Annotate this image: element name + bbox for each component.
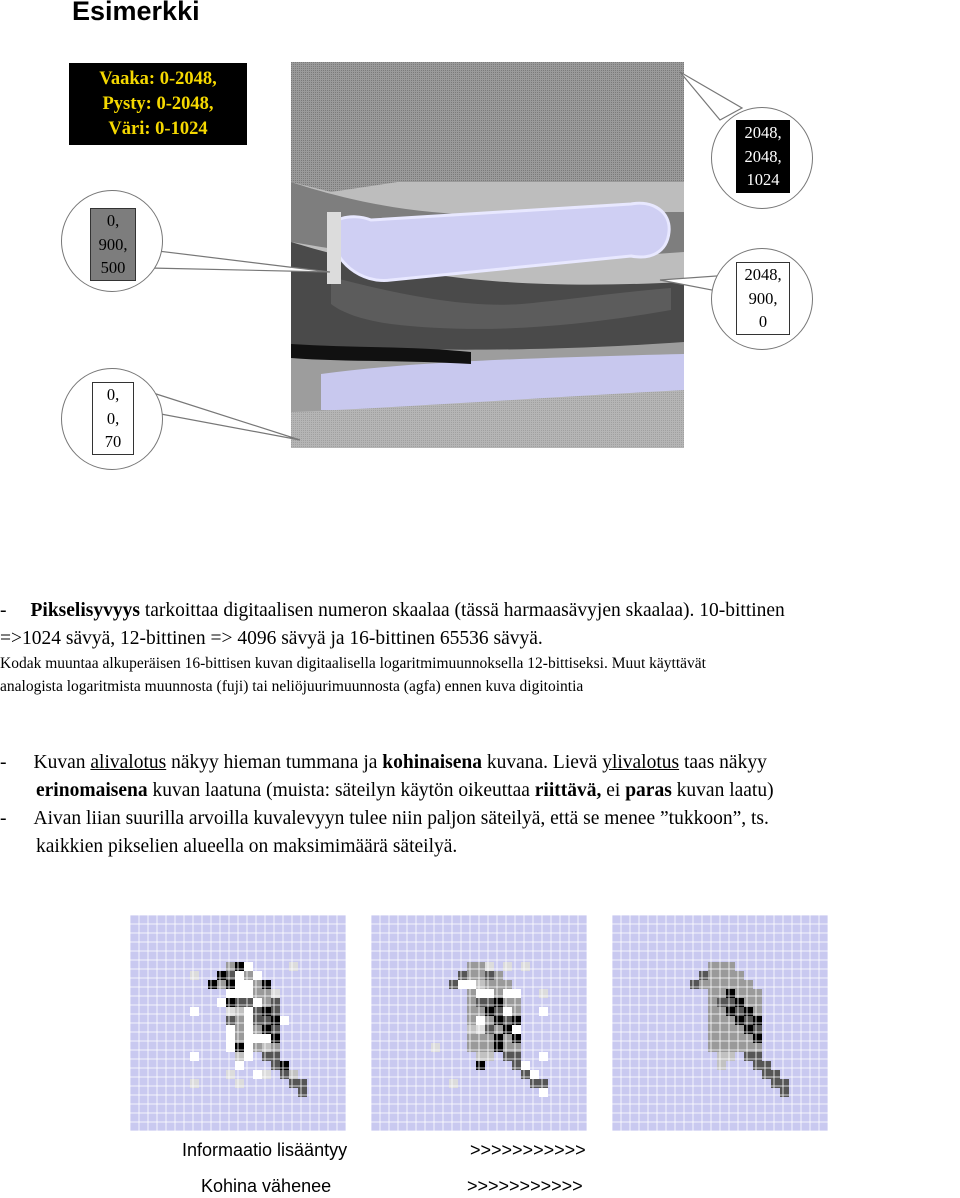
pixel-cell bbox=[726, 1052, 735, 1061]
term-underexposure: alivalotus bbox=[90, 752, 167, 773]
callout-left-bottom-values bbox=[92, 382, 134, 455]
pixel-cell bbox=[512, 1007, 521, 1016]
callout-value: 900, bbox=[98, 234, 128, 254]
pixel-cell bbox=[244, 1016, 253, 1025]
pixel-cell bbox=[226, 998, 235, 1007]
pixel-cell bbox=[717, 1034, 726, 1043]
pixel-cell bbox=[521, 1070, 530, 1079]
pixel-cell bbox=[485, 1007, 494, 1016]
noise-cell bbox=[262, 1070, 271, 1079]
pixel-cell bbox=[485, 1025, 494, 1034]
pixel-cell bbox=[708, 962, 717, 971]
pixel-cell bbox=[744, 1034, 753, 1043]
pixel-cell bbox=[476, 1061, 485, 1070]
callout-left-top-values bbox=[90, 208, 136, 281]
pixel-cell bbox=[735, 1034, 744, 1043]
pixel-cell bbox=[708, 980, 717, 989]
xray-image bbox=[291, 62, 684, 448]
callout-value: 1024 bbox=[746, 170, 780, 189]
pixel-cell bbox=[271, 998, 280, 1007]
pixel-cell bbox=[744, 1007, 753, 1016]
pixel-cell bbox=[735, 989, 744, 998]
noise-cell bbox=[476, 1025, 485, 1034]
noise-cell bbox=[190, 1079, 199, 1088]
paragraph-exposure bbox=[0, 748, 767, 777]
paragraph-text: taas näkyy bbox=[679, 752, 767, 773]
legend-horizontal: Vaaka: 0-2048, bbox=[99, 69, 217, 89]
pixel-cell bbox=[726, 1016, 735, 1025]
pixel-cell bbox=[235, 1034, 244, 1043]
pixel-cell bbox=[244, 998, 253, 1007]
pixel-cell bbox=[753, 998, 762, 1007]
pixel-cell bbox=[503, 989, 512, 998]
noise-cell bbox=[521, 962, 530, 971]
pixel-cell bbox=[253, 1043, 262, 1052]
pixel-cell bbox=[253, 1025, 262, 1034]
pixel-cell bbox=[503, 1025, 512, 1034]
pixel-cell bbox=[485, 998, 494, 1007]
pixel-cell bbox=[512, 1016, 521, 1025]
pixel-cell bbox=[271, 1052, 280, 1061]
pixel-cell bbox=[726, 971, 735, 980]
pixel-cell bbox=[271, 1007, 280, 1016]
pixel-grid-noisy bbox=[130, 915, 346, 1131]
pixel-cell bbox=[226, 1043, 235, 1052]
pixel-cell bbox=[708, 1016, 717, 1025]
pixel-cell bbox=[539, 1088, 548, 1097]
noise-cell bbox=[226, 1070, 235, 1079]
pixel-cell bbox=[503, 1007, 512, 1016]
pixel-cell bbox=[708, 971, 717, 980]
paragraph-text: Aivan liian suurilla arvoilla kuvalevyyn tulee niin paljon säteilyä, että se menee ”tukkoon”, ts. bbox=[33, 808, 769, 829]
noise-cell bbox=[253, 998, 262, 1007]
callout-right-mid bbox=[711, 248, 813, 350]
pixel-cell bbox=[476, 1034, 485, 1043]
pixel-cell bbox=[449, 980, 458, 989]
pixel-cell bbox=[530, 1070, 539, 1079]
callout-right-mid-values bbox=[736, 262, 790, 335]
pixel-cell bbox=[726, 980, 735, 989]
paragraph-text: näkyy hieman tummana ja bbox=[166, 752, 383, 773]
paragraph-text: tarkoittaa digitaalisen numeron skaalaa (tässä harmaasävyjen skaalaa). 10-bittinen bbox=[139, 600, 785, 621]
pixel-cell bbox=[262, 998, 271, 1007]
pixel-cell bbox=[262, 1007, 271, 1016]
term-overexposure: ylivalotus bbox=[602, 752, 680, 773]
pixel-cell bbox=[753, 1007, 762, 1016]
pixel-cell bbox=[485, 980, 494, 989]
list-dash: - bbox=[0, 808, 7, 829]
coordinate-legend bbox=[69, 63, 247, 145]
paragraph-pixel-depth-line2 bbox=[0, 624, 543, 653]
pixel-cell bbox=[512, 1025, 521, 1034]
pixel-cell bbox=[539, 1079, 548, 1088]
pixel-cell bbox=[735, 998, 744, 1007]
pixel-cell bbox=[735, 1016, 744, 1025]
pixel-cell bbox=[753, 1043, 762, 1052]
pixel-cell bbox=[494, 1025, 503, 1034]
pixel-cell bbox=[744, 1016, 753, 1025]
caption-noise-label: Kohina vähenee bbox=[201, 1176, 332, 1196]
pixel-cell bbox=[253, 1034, 262, 1043]
noise-cell bbox=[217, 998, 226, 1007]
noise-cell bbox=[271, 989, 280, 998]
pixel-cell bbox=[280, 1061, 289, 1070]
pixel-cell bbox=[753, 1025, 762, 1034]
pixel-cell bbox=[530, 1079, 539, 1088]
pixel-cell bbox=[467, 1016, 476, 1025]
noise-cell bbox=[539, 989, 548, 998]
paragraph-saturation-line2: kaikkien pikselien alueella on maksimimäärä säteilyä. bbox=[36, 836, 458, 857]
pixel-cell bbox=[503, 1052, 512, 1061]
pixel-cell bbox=[753, 1061, 762, 1070]
pixel-cell bbox=[771, 1070, 780, 1079]
page-title: Esimerkki bbox=[72, 0, 200, 26]
callout-value: 0, bbox=[106, 408, 120, 428]
pixel-cell bbox=[762, 1070, 771, 1079]
pixel-cell bbox=[226, 1034, 235, 1043]
pixel-cell bbox=[235, 1025, 244, 1034]
list-dash: - bbox=[0, 600, 7, 621]
callout-value: 2048, bbox=[744, 123, 782, 142]
pixel-cell bbox=[208, 980, 217, 989]
pixel-cell bbox=[699, 980, 708, 989]
pixel-cell bbox=[726, 1034, 735, 1043]
pixel-cell bbox=[726, 989, 735, 998]
pixel-cell bbox=[235, 980, 244, 989]
pixel-cell bbox=[262, 1016, 271, 1025]
pixel-cell bbox=[476, 1052, 485, 1061]
pixel-cell bbox=[235, 971, 244, 980]
pixel-cell bbox=[744, 989, 753, 998]
pixel-cell bbox=[708, 1007, 717, 1016]
pixel-cell bbox=[771, 1079, 780, 1088]
pixel-cell bbox=[289, 1070, 298, 1079]
paragraph-kodak: Kodak muuntaa alkuperäisen 16-bittisen kuvan digitaalisella logaritmimuunnoksella 12-bittiseksi. Muut käyttävät bbox=[0, 655, 706, 672]
pixel-cell bbox=[494, 989, 503, 998]
paragraph-text: kuvan laatuna (muista: säteilyn käytön oikeuttaa bbox=[147, 780, 535, 801]
pixel-cell bbox=[708, 1043, 717, 1052]
pixel-cell bbox=[467, 1007, 476, 1016]
pixel-cell bbox=[262, 1043, 271, 1052]
callout-left-top bbox=[61, 190, 163, 292]
pixel-cell bbox=[503, 1034, 512, 1043]
pixel-cell bbox=[503, 1043, 512, 1052]
legend-vertical: Pysty: 0-2048, bbox=[102, 94, 214, 114]
noise-cell bbox=[503, 962, 512, 971]
pixel-cell bbox=[699, 971, 708, 980]
pixel-cell bbox=[780, 1088, 789, 1097]
pixel-grid-clean bbox=[612, 915, 828, 1131]
paragraph-exposure-line2 bbox=[36, 776, 774, 805]
pixel-cell bbox=[744, 1025, 753, 1034]
pixel-cell bbox=[467, 1043, 476, 1052]
pixel-cell bbox=[271, 1061, 280, 1070]
pixel-cell bbox=[485, 1043, 494, 1052]
pixel-cell bbox=[458, 971, 467, 980]
legend-color: Väri: 0-1024 bbox=[108, 119, 208, 139]
pixel-cell bbox=[735, 980, 744, 989]
pixel-cell bbox=[253, 980, 262, 989]
pixel-cell bbox=[476, 1016, 485, 1025]
pixel-cell bbox=[271, 1025, 280, 1034]
caption-noise-arrows: >>>>>>>>>>> bbox=[467, 1176, 583, 1196]
pixel-cell bbox=[476, 971, 485, 980]
pixel-cell bbox=[226, 980, 235, 989]
pixel-cell bbox=[735, 1043, 744, 1052]
pixel-cell bbox=[726, 1007, 735, 1016]
noise-cell bbox=[235, 1061, 244, 1070]
paragraph-text: =>1024 sävyä, 12-bittinen => 4096 sävyä ja 16-bittinen 65536 sävyä. bbox=[0, 628, 543, 649]
noise-cell bbox=[253, 1070, 262, 1079]
noise-cell bbox=[190, 1007, 199, 1016]
pixel-cell bbox=[512, 1052, 521, 1061]
pixel-cell bbox=[494, 971, 503, 980]
pixel-cell bbox=[717, 962, 726, 971]
term-sufficient: riittävä, bbox=[534, 780, 602, 801]
pixel-cell bbox=[717, 989, 726, 998]
callout-value: 2048, bbox=[744, 265, 782, 284]
pixel-cell bbox=[717, 1016, 726, 1025]
term-noisy: kohinaisena bbox=[382, 752, 482, 773]
paragraph-text: kuvana. Lievä bbox=[481, 752, 603, 773]
term-best: paras bbox=[625, 780, 672, 801]
pixel-cell bbox=[271, 1043, 280, 1052]
pixel-cell bbox=[735, 1025, 744, 1034]
pixel-cell bbox=[512, 998, 521, 1007]
pixel-cell bbox=[289, 1079, 298, 1088]
list-dash: - bbox=[0, 752, 7, 773]
pixel-cell bbox=[512, 1043, 521, 1052]
pixel-cell bbox=[244, 962, 253, 971]
pixel-cell bbox=[244, 980, 253, 989]
pixel-cell bbox=[753, 1016, 762, 1025]
callout-value: 0, bbox=[106, 211, 120, 230]
pixel-cell bbox=[753, 1034, 762, 1043]
pixel-cell bbox=[735, 971, 744, 980]
noise-cell bbox=[253, 971, 262, 980]
callout-right-top bbox=[711, 107, 813, 209]
pixel-cell bbox=[780, 1079, 789, 1088]
pixel-cell bbox=[753, 1052, 762, 1061]
pixel-cell bbox=[476, 1007, 485, 1016]
pixel-cell bbox=[521, 1061, 530, 1070]
pixel-cell bbox=[690, 980, 699, 989]
pixel-cell bbox=[298, 1079, 307, 1088]
pixel-cell bbox=[708, 1025, 717, 1034]
pixel-cell bbox=[226, 1025, 235, 1034]
paragraph-text: kuvan laatu) bbox=[671, 780, 774, 801]
pixel-cell bbox=[717, 1007, 726, 1016]
pixel-cell bbox=[762, 1061, 771, 1070]
pixel-cell bbox=[717, 1043, 726, 1052]
pixel-cell bbox=[503, 998, 512, 1007]
pixel-cell bbox=[458, 980, 467, 989]
noise-cell bbox=[280, 1016, 289, 1025]
pixel-cell bbox=[735, 1007, 744, 1016]
pixel-cell bbox=[244, 971, 253, 980]
pixel-cell bbox=[235, 1007, 244, 1016]
pixel-cell bbox=[253, 989, 262, 998]
pixel-cell bbox=[485, 971, 494, 980]
paragraph-kodak-line2: analogista logaritmista muunnosta (fuji) tai neliöjuurimuunnosta (agfa) ennen kuva digitointia bbox=[0, 678, 584, 695]
pixel-cell bbox=[753, 989, 762, 998]
pixel-cell bbox=[262, 1034, 271, 1043]
pixel-cell bbox=[708, 1034, 717, 1043]
pixel-cell bbox=[485, 989, 494, 998]
pixel-cell bbox=[235, 962, 244, 971]
noise-cell bbox=[190, 1052, 199, 1061]
callout-value: 500 bbox=[100, 258, 126, 277]
pixel-cell bbox=[476, 1043, 485, 1052]
pixel-cell bbox=[467, 980, 476, 989]
pixel-cell bbox=[271, 1016, 280, 1025]
pixel-cell bbox=[717, 1061, 726, 1070]
pixel-cell bbox=[744, 1052, 753, 1061]
pixel-cell bbox=[485, 1052, 494, 1061]
noise-cell bbox=[485, 962, 494, 971]
pixel-cell bbox=[253, 1007, 262, 1016]
pixel-cell bbox=[476, 962, 485, 971]
pixel-cell bbox=[717, 1052, 726, 1061]
pixel-cell bbox=[744, 1043, 753, 1052]
pixel-cell bbox=[494, 1043, 503, 1052]
pixel-cell bbox=[235, 998, 244, 1007]
pixel-cell bbox=[512, 1034, 521, 1043]
pixel-cell bbox=[494, 1016, 503, 1025]
callout-value: 0, bbox=[106, 385, 120, 404]
noise-cell bbox=[449, 1079, 458, 1088]
pixel-cell bbox=[226, 971, 235, 980]
pixel-cell bbox=[717, 980, 726, 989]
pixel-cell bbox=[485, 1016, 494, 1025]
pixel-cell bbox=[744, 980, 753, 989]
noise-cell bbox=[235, 989, 244, 998]
term-pixel-depth: Pikselisyvyys bbox=[30, 600, 140, 621]
pixel-cell bbox=[244, 1034, 253, 1043]
pixel-cell bbox=[253, 1016, 262, 1025]
pixel-cell bbox=[494, 980, 503, 989]
pixel-cell bbox=[476, 980, 485, 989]
pixel-cell bbox=[512, 989, 521, 998]
pixel-cell bbox=[467, 1025, 476, 1034]
noise-cell bbox=[235, 1079, 244, 1088]
noise-cell bbox=[289, 962, 298, 971]
noise-cell bbox=[190, 971, 199, 980]
pixel-cell bbox=[494, 998, 503, 1007]
pixel-cell bbox=[235, 1016, 244, 1025]
pixel-cell bbox=[726, 1043, 735, 1052]
pixel-cell bbox=[476, 998, 485, 1007]
callout-value: 70 bbox=[104, 432, 122, 451]
pixel-cell bbox=[271, 1034, 280, 1043]
paragraph-pixel-depth bbox=[0, 596, 785, 625]
pixel-cell bbox=[244, 1043, 253, 1052]
pixel-cell bbox=[503, 980, 512, 989]
pixel-cell bbox=[717, 1025, 726, 1034]
pixel-cell bbox=[217, 980, 226, 989]
paragraph-saturation bbox=[0, 804, 769, 833]
noise-cell bbox=[244, 989, 253, 998]
pixel-cell bbox=[280, 1070, 289, 1079]
pixel-cell bbox=[717, 971, 726, 980]
pixel-cell bbox=[298, 1088, 307, 1097]
pixel-grid-medium bbox=[371, 915, 587, 1131]
pixel-cell bbox=[235, 1052, 244, 1061]
noise-cell bbox=[226, 1007, 235, 1016]
pixel-cell bbox=[262, 1025, 271, 1034]
pixel-cell bbox=[226, 962, 235, 971]
pixel-cell bbox=[467, 998, 476, 1007]
pixel-cell bbox=[226, 989, 235, 998]
pixel-cell bbox=[262, 1052, 271, 1061]
callout-right-top-values bbox=[736, 120, 790, 193]
pixel-cell bbox=[226, 1016, 235, 1025]
pixel-cell bbox=[244, 1007, 253, 1016]
paragraph-text: ei bbox=[601, 780, 626, 801]
caption-information-arrows: >>>>>>>>>>> bbox=[470, 1140, 586, 1160]
pixel-cell bbox=[708, 998, 717, 1007]
pixel-cell bbox=[708, 989, 717, 998]
callout-value: 900, bbox=[748, 288, 778, 308]
pixel-cell bbox=[476, 989, 485, 998]
pixel-cell bbox=[744, 998, 753, 1007]
pixel-cell bbox=[244, 1025, 253, 1034]
pixel-cell bbox=[485, 1034, 494, 1043]
pixel-cell bbox=[467, 989, 476, 998]
pixel-cell bbox=[217, 971, 226, 980]
pixel-cell bbox=[467, 971, 476, 980]
pixel-cell bbox=[503, 1016, 512, 1025]
pixel-cell bbox=[494, 1034, 503, 1043]
pixel-cell bbox=[726, 998, 735, 1007]
pixel-cell bbox=[467, 1034, 476, 1043]
callout-value: 2048, bbox=[744, 146, 782, 166]
term-excellent: erinomaisena bbox=[36, 780, 148, 801]
pixel-cell bbox=[726, 1025, 735, 1034]
paragraph-text: Kuvan bbox=[33, 752, 91, 773]
pixel-cell bbox=[235, 1043, 244, 1052]
noise-cell bbox=[539, 1007, 548, 1016]
pixel-cell bbox=[262, 989, 271, 998]
pixel-cell bbox=[512, 1061, 521, 1070]
noise-cell bbox=[431, 1043, 440, 1052]
callout-left-bottom bbox=[61, 368, 163, 470]
noise-cell bbox=[539, 1052, 548, 1061]
pixel-cell bbox=[244, 1052, 253, 1061]
pixel-cell bbox=[726, 962, 735, 971]
caption-information-label: Informaatio lisääntyy bbox=[182, 1140, 348, 1160]
pixel-cell bbox=[262, 980, 271, 989]
pixel-cell bbox=[467, 962, 476, 971]
callout-value: 0 bbox=[758, 312, 768, 331]
pixel-cell bbox=[494, 1007, 503, 1016]
pixel-cell bbox=[717, 998, 726, 1007]
